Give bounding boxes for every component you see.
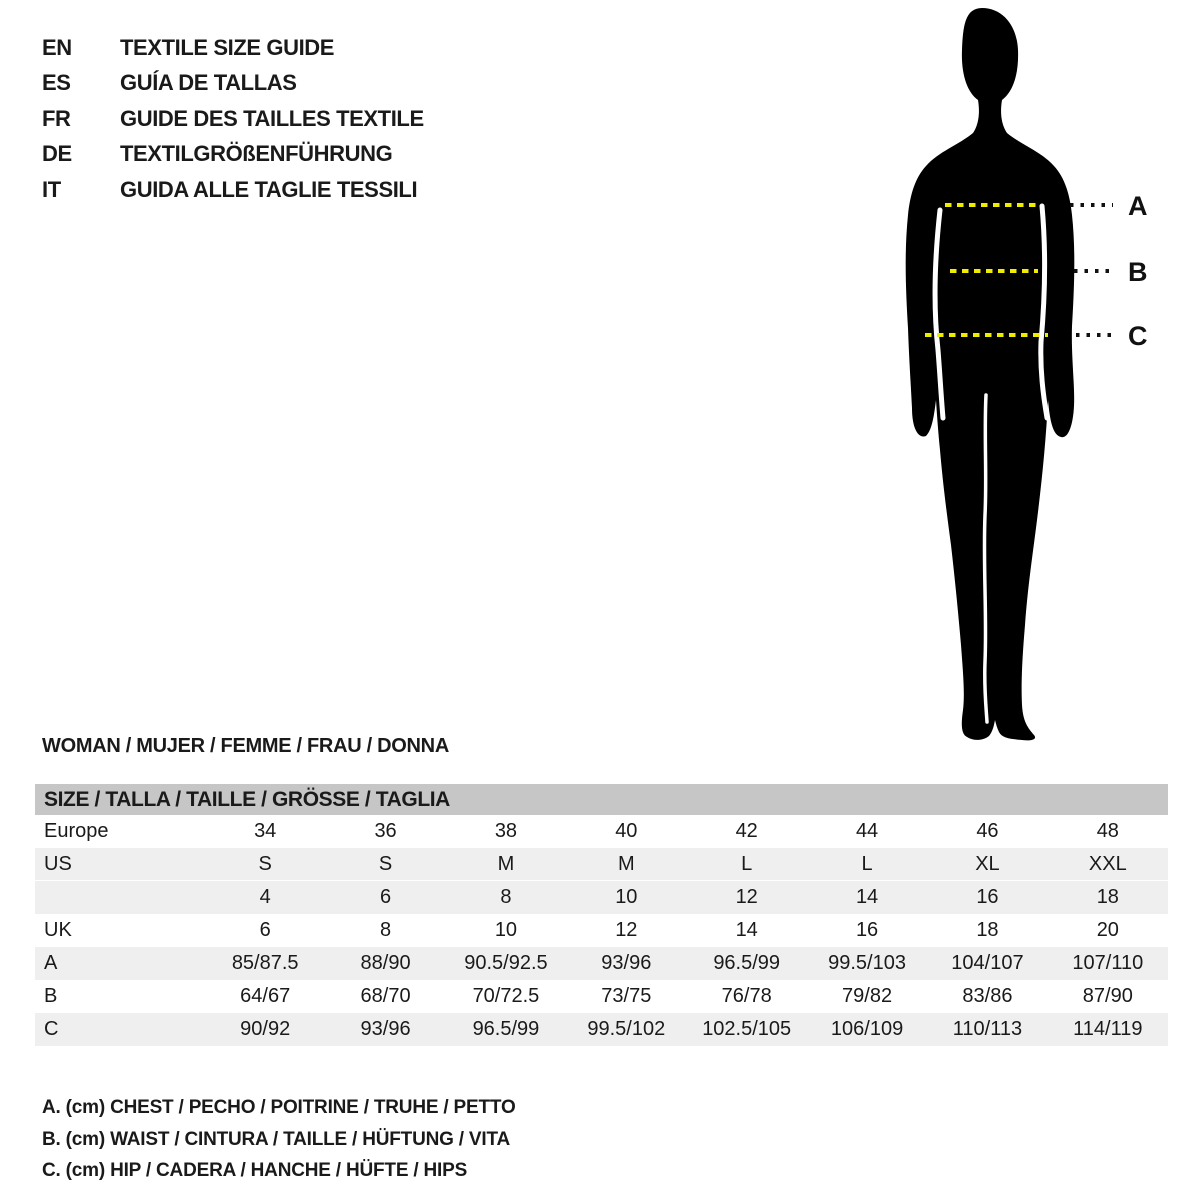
- table-row-label: UK: [44, 919, 72, 941]
- table-row-label: US: [44, 853, 72, 875]
- language-code: EN: [42, 34, 72, 60]
- table-cell: 6: [380, 886, 392, 908]
- table-row-label: A: [44, 952, 58, 974]
- table-cell: 40: [615, 820, 638, 842]
- language-title: TEXTILGRÖßENFÜHRUNG: [120, 141, 393, 167]
- language-title: GUÍA DE TALLAS: [120, 70, 297, 96]
- language-title: GUIDE DES TAILLES TEXTILE: [120, 105, 424, 131]
- table-row-label: [35, 881, 205, 914]
- hip-label: C: [1128, 321, 1148, 351]
- table-cell: 8: [380, 919, 392, 941]
- table-cell: 90.5/92.5: [464, 952, 548, 974]
- table-cell: 64/67: [240, 985, 291, 1007]
- size-table-body: [35, 815, 1168, 1046]
- table-cell: 36: [374, 820, 397, 842]
- table-cell: 16: [855, 919, 879, 941]
- table-cell: 104/107: [951, 952, 1024, 974]
- table-row: [35, 947, 1168, 980]
- language-row: [42, 66, 424, 102]
- table-cell: 88/90: [360, 952, 411, 974]
- language-code: ES: [42, 70, 71, 96]
- table-cell: 18: [1096, 886, 1119, 908]
- table-cell: 8: [500, 886, 512, 908]
- table-cell: 6: [259, 919, 271, 941]
- table-cell: 96.5/99: [472, 1018, 540, 1040]
- language-code: FR: [42, 105, 71, 131]
- language-code: DE: [42, 141, 72, 167]
- table-cell: 4: [259, 886, 271, 908]
- table-row-label: Europe: [44, 820, 109, 842]
- language-list: [42, 30, 424, 208]
- table-cell: 93/96: [360, 1018, 411, 1040]
- table-cell: 87/90: [1082, 985, 1133, 1007]
- table-cell: 107/110: [1072, 952, 1144, 974]
- chest-label: A: [1128, 191, 1148, 221]
- table-cell: 44: [855, 820, 879, 842]
- gender-title: WOMAN / MUJER / FEMME / FRAU / DONNA: [42, 735, 449, 757]
- table-row: [35, 881, 1168, 914]
- language-row: [42, 30, 424, 66]
- table-cell: 85/87.5: [231, 952, 299, 974]
- table-cell: 48: [1096, 820, 1119, 842]
- language-row: [42, 101, 424, 137]
- table-cell: 99.5/102: [587, 1018, 666, 1040]
- waist-label: B: [1128, 257, 1148, 287]
- table-cell: 83/86: [962, 985, 1013, 1007]
- size-table-header: SIZE / TALLA / TAILLE / GRÖSSE / TAGLIA: [35, 784, 1168, 815]
- table-cell: 38: [494, 820, 518, 842]
- table-cell: 46: [976, 820, 999, 842]
- table-row: [35, 815, 1168, 848]
- table-row: [35, 914, 1168, 947]
- legend-line: C. (cm) HIP / CADERA / HANCHE / HÜFTE / HIPS: [42, 1160, 468, 1181]
- table-cell: 10: [494, 919, 518, 941]
- table-cell: 79/82: [842, 985, 893, 1007]
- table-cell: 16: [976, 886, 999, 908]
- table-cell: M: [617, 853, 635, 875]
- table-cell: 34: [254, 820, 277, 842]
- table-cell: 10: [615, 886, 638, 908]
- table-cell: 14: [735, 919, 758, 941]
- size-figure-diagram: [880, 0, 1200, 760]
- table-cell: S: [258, 853, 272, 875]
- table-cell: 90/92: [240, 1018, 291, 1040]
- table-cell: 114/119: [1073, 1018, 1143, 1040]
- table-cell: 42: [735, 820, 758, 842]
- table-cell: XXL: [1088, 853, 1127, 875]
- table-cell: 70/72.5: [472, 985, 540, 1007]
- table-cell: L: [861, 853, 873, 875]
- legend-line: B. (cm) WAIST / CINTURA / TAILLE / HÜFTUNG / VITA: [42, 1128, 510, 1150]
- table-row: [35, 848, 1168, 881]
- table-cell: 99.5/103: [828, 952, 906, 974]
- table-row-label: C: [44, 1018, 59, 1040]
- table-cell: 76/78: [721, 985, 772, 1007]
- table-cell: 14: [855, 886, 879, 908]
- table-row: [35, 1013, 1168, 1046]
- language-row: [42, 172, 424, 208]
- language-row: [42, 137, 424, 173]
- table-cell: L: [741, 853, 753, 875]
- table-cell: S: [378, 853, 393, 875]
- table-cell: 102.5/105: [702, 1018, 792, 1040]
- table-cell: 20: [1096, 919, 1119, 941]
- table-cell: M: [497, 853, 515, 875]
- table-row: [35, 980, 1168, 1013]
- language-code: IT: [42, 176, 61, 202]
- table-cell: 110/113: [952, 1018, 1023, 1040]
- table-cell: 18: [976, 919, 999, 941]
- table-cell: 73/75: [601, 985, 652, 1007]
- table-cell: XL: [975, 853, 1000, 875]
- table-cell: 106/109: [830, 1018, 904, 1040]
- language-title: GUIDA ALLE TAGLIE TESSILI: [120, 176, 418, 202]
- table-cell: 96.5/99: [713, 952, 781, 974]
- table-cell: 93/96: [601, 952, 652, 974]
- table-cell: 68/70: [360, 985, 411, 1007]
- language-title: TEXTILE SIZE GUIDE: [120, 34, 335, 60]
- size-table: [35, 784, 1168, 1046]
- table-row-label: B: [44, 985, 58, 1007]
- woman-silhouette: [906, 8, 1075, 740]
- table-cell: 12: [735, 886, 758, 908]
- legend-line: A. (cm) CHEST / PECHO / POITRINE / TRUHE / PETTO: [42, 1097, 516, 1118]
- measurement-legend: [42, 1092, 516, 1187]
- table-cell: 12: [615, 919, 638, 941]
